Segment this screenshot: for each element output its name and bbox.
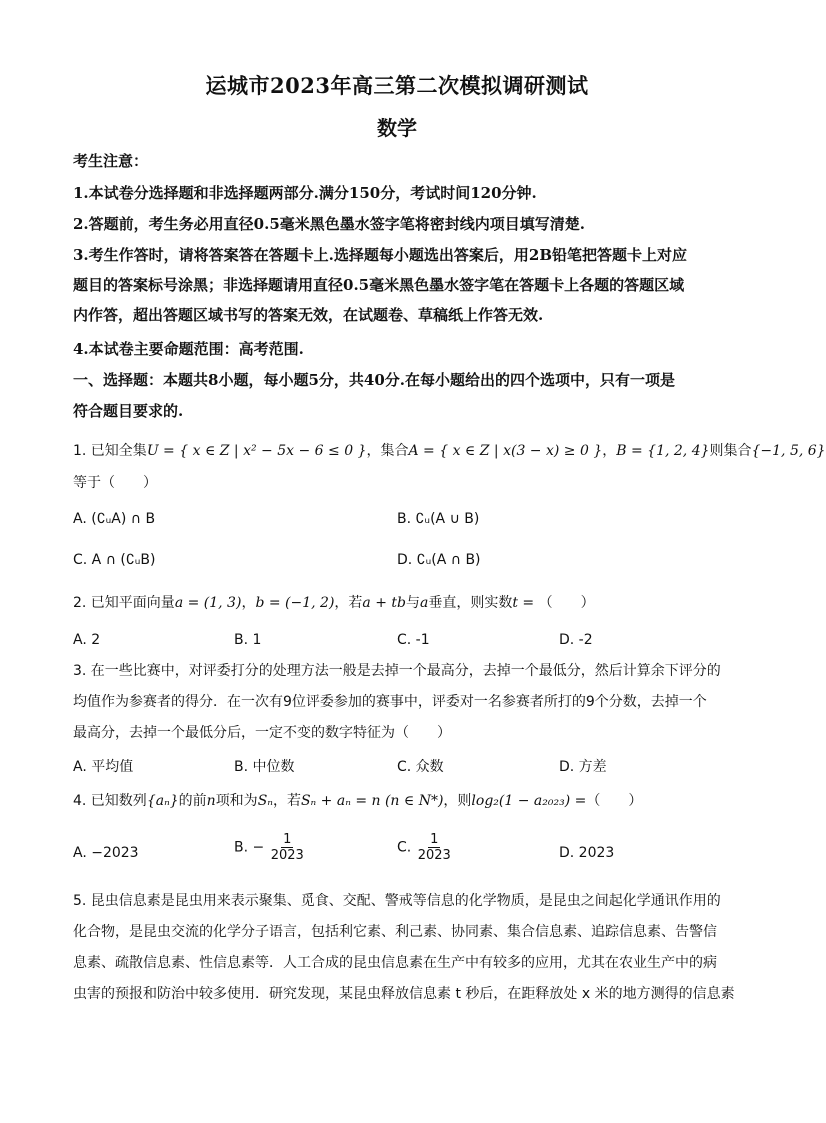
exam-subject: 数学 xyxy=(377,116,417,140)
q4-text: ，若 xyxy=(272,793,301,809)
q2-text: ，若 xyxy=(334,595,363,611)
q4-expression: log₂(1 − a₂₀₂₃) = xyxy=(471,793,587,809)
q1-option-b: B. ∁ᵤ(A ∪ B) xyxy=(397,511,480,527)
q5-line-4: 虫害的预报和防治中较多使用．研究发现，某昆虫释放信息素 t 秒后，在距释放处 x 米的地方测得的信息素 xyxy=(73,986,735,1002)
q2-option-a: A. 2 xyxy=(73,632,101,648)
q1-option-c: C. A ∩ (∁ᵤB) xyxy=(73,552,156,568)
q4-option-b xyxy=(234,832,306,863)
q4-option-d: D. 2023 xyxy=(559,845,615,861)
q4-text: （ ） xyxy=(586,793,643,809)
notice-item-3-cont: 题目的答案标号涂黑；非选择题请用直径0.5毫米黑色墨水签字笔在答题卡上各题的答题区域 xyxy=(73,276,685,294)
q2-var-t: t xyxy=(512,595,518,611)
q2-option-c: C. -1 xyxy=(397,632,430,648)
q4-option-b-label: B. − xyxy=(234,839,265,856)
fraction-numerator: 1 xyxy=(430,832,439,847)
q2-text: 与 xyxy=(405,595,420,611)
q4-text: 4. 已知数列 xyxy=(73,793,147,809)
q3-line-2: 均值作为参赛者的得分．在一次有9位评委参加的赛事中，评委对一名参赛者所打的9个分数，去掉一个 xyxy=(73,694,707,710)
q1-continuation: 等于（ ） xyxy=(73,475,157,491)
notice-item-2: 2.答题前，考生务必用直径0.5毫米黑色墨水签字笔将密封线内项目填写清楚. xyxy=(73,215,585,233)
fraction-denominator: 2023 xyxy=(417,848,451,863)
q4-sequence: {aₙ} xyxy=(146,793,179,809)
q2-vector-a-ref: a xyxy=(419,595,429,611)
q5-line-3: 息素、疏散信息素、性信息素等．人工合成的昆虫信息素在生产中有较多的应用，尤其在农业生产中的病 xyxy=(73,955,717,971)
notice-item-3: 3.考生作答时，请将答案答在答题卡上.选择题每小题选出答案后，用2B铅笔把答题卡上对应 xyxy=(73,246,688,264)
question-4 xyxy=(73,792,723,810)
q3-option-b: B. 中位数 xyxy=(234,759,295,775)
notice-heading: 考生注意： xyxy=(73,152,149,170)
q2-text: 2. 已知平面向量 xyxy=(73,595,175,611)
q2-vector-b: b = (−1, 2) xyxy=(255,595,335,611)
q4-condition: Sₙ + aₙ = n (n ∈ N*) xyxy=(300,793,444,809)
section-heading-cont: 符合题目要求的. xyxy=(73,402,184,420)
q3-option-d: D. 方差 xyxy=(559,759,607,775)
q4-text: 的前 xyxy=(178,793,207,809)
q2-option-d: D. -2 xyxy=(559,632,593,648)
question-1 xyxy=(73,442,826,460)
q2-expression: a + tb xyxy=(362,595,406,611)
fraction-denominator: 2023 xyxy=(270,848,304,863)
q3-line-3: 最高分，去掉一个最低分后，一定不变的数字特征为（ ） xyxy=(73,725,451,741)
q2-text: ， xyxy=(241,595,256,611)
q4-option-c-fraction xyxy=(416,832,453,863)
q4-option-a: A. −2023 xyxy=(73,845,139,861)
fraction-numerator: 1 xyxy=(283,832,292,847)
q1-set-b: B = {1, 2, 4} xyxy=(616,443,710,459)
q5-line-2: 化合物，是昆虫交流的化学分子语言，包括利它素、利己素、协同素、集合信息素、追踪信息素、告警信 xyxy=(73,924,717,940)
q2-vector-a: a = (1, 3) xyxy=(174,595,242,611)
notice-item-3-cont2: 内作答，超出答题区域书写的答案无效，在试题卷、草稿纸上作答无效. xyxy=(73,306,544,324)
q1-text: ， xyxy=(602,443,617,459)
q4-option-c xyxy=(397,832,453,863)
q1-option-a: A. (∁ᵤA) ∩ B xyxy=(73,511,156,527)
q3-line-1: 3. 在一些比赛中，对评委打分的处理方法一般是去掉一个最高分，去掉一个最低分，然后计算余下评分的 xyxy=(73,663,721,679)
q1-text: 则集合 xyxy=(709,443,752,459)
q1-set-a: A = { x ∈ Z | x(3 − x) ≥ 0 } xyxy=(408,443,603,459)
q4-option-c-label: C. xyxy=(397,839,412,856)
q5-line-1: 5. 昆虫信息素是昆虫用来表示聚集、觅食、交配、警戒等信息的化学物质，是昆虫之间起化学通讯作用的 xyxy=(73,893,721,909)
notice-item-4: 4.本试卷主要命题范围：高考范围. xyxy=(73,340,304,358)
notice-item-1: 1.本试卷分选择题和非选择题两部分.满分150分，考试时间120分钟. xyxy=(73,184,537,202)
q2-text: = （ ） xyxy=(517,595,595,611)
q4-text: 项和为 xyxy=(215,793,258,809)
q4-option-b-fraction xyxy=(269,832,306,863)
q2-text: 垂直，则实数 xyxy=(428,595,513,611)
q1-text: ，集合 xyxy=(366,443,409,459)
exam-title: 运城市2023年高三第二次模拟调研测试 xyxy=(205,73,589,98)
q1-option-d: D. ∁ᵤ(A ∩ B) xyxy=(397,552,481,568)
q3-option-c: C. 众数 xyxy=(397,759,444,775)
q4-var-n: n xyxy=(206,793,216,809)
q2-option-b: B. 1 xyxy=(234,632,262,648)
q4-text: ，则 xyxy=(443,793,472,809)
q1-text: 1. 已知全集 xyxy=(73,443,147,459)
question-2 xyxy=(73,594,723,612)
q3-option-a: A. 平均值 xyxy=(73,759,134,775)
q4-sum: Sₙ xyxy=(257,793,273,809)
q1-set-u: U = { x ∈ Z | x² − 5x − 6 ≤ 0 } xyxy=(146,443,367,459)
section-heading: 一、选择题：本题共8小题，每小题5分，共40分.在每小题给出的四个选项中，只有一项是 xyxy=(73,371,675,389)
q1-target-set: {−1, 5, 6} xyxy=(751,443,826,459)
